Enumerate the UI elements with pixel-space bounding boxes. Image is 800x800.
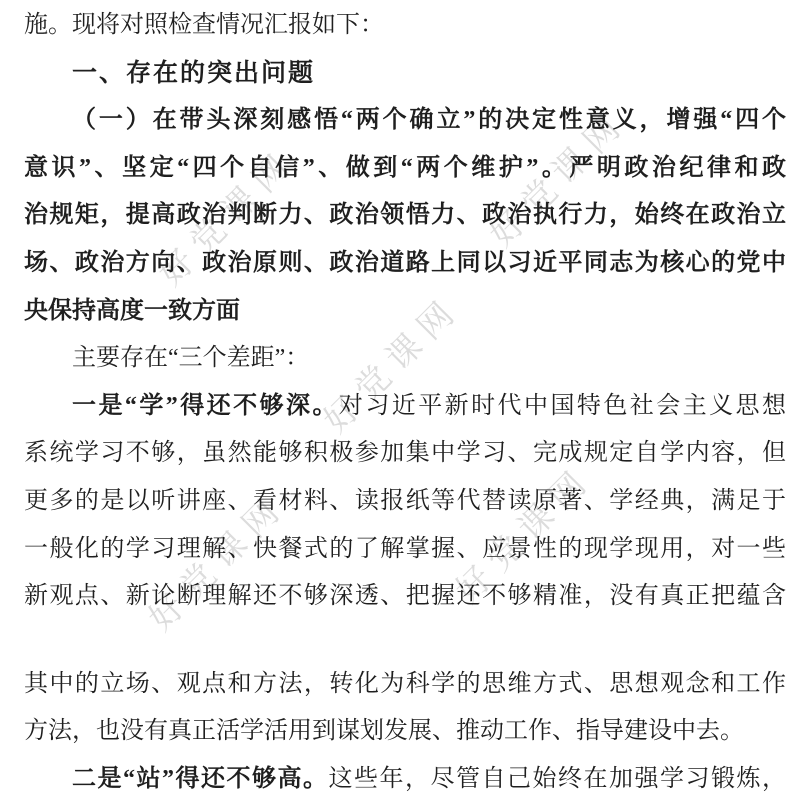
watermark-text: 好党课网 bbox=[448, 458, 601, 611]
text-segment: 主要存在“三个差距”： bbox=[72, 345, 310, 372]
section-heading bbox=[24, 50, 786, 98]
text-segment: 系统学习不够，虽然能够积极参加集中学习、完成规定自学内容，但 bbox=[24, 440, 786, 467]
watermark-text: 好党课网 bbox=[141, 486, 294, 639]
document-text bbox=[0, 2, 800, 800]
text-segment: 治规矩，提高政治判断力、政治领悟力、政治执行力，始终在政治立 bbox=[24, 202, 786, 229]
text-segment: 其中的立场、观点和方法，转化为科学的思维方式、思想观念和工作 bbox=[24, 670, 786, 697]
body-line bbox=[24, 97, 786, 145]
text-segment: 意识”、坚定“四个自信”、做到“两个维护”。严明政治纪律和政 bbox=[24, 154, 786, 181]
body-line bbox=[24, 756, 786, 800]
text-segment: 场、政治方向、政治原则、政治道路上同以习近平同志为核心的党中 bbox=[24, 249, 786, 276]
text-segment: 一般化的学习理解、快餐式的了解掌握、应景性的现学现用，对一些 bbox=[24, 535, 786, 562]
text-segment: 方法，也没有真正活学活用到谋划发展、推动工作、指导建设中去。 bbox=[24, 718, 744, 745]
body-line bbox=[24, 573, 786, 621]
body-line bbox=[24, 192, 786, 240]
body-line bbox=[24, 240, 786, 288]
text-segment: 二是“站”得还不够高。 bbox=[72, 765, 329, 792]
watermark-text: 好党课网 bbox=[482, 102, 635, 255]
body-line bbox=[24, 708, 786, 756]
text-segment: 对习近平新时代中国特色社会主义思想 bbox=[338, 392, 786, 419]
text-segment: 新观点、新论断理解还不够深透、把握还不够精准，没有真正把蕴含 bbox=[24, 583, 786, 610]
body-line bbox=[24, 2, 786, 50]
body-line bbox=[24, 430, 786, 478]
text-segment: 更多的是以听讲座、看材料、读报纸等代替读原著、学经典，满足于 bbox=[24, 487, 786, 514]
body-line bbox=[24, 288, 786, 336]
text-segment: 施。现将对照检查情况汇报如下： bbox=[24, 12, 384, 38]
body-line bbox=[24, 478, 786, 526]
body-line bbox=[24, 661, 786, 709]
text-segment: 央保持高度一致方面 bbox=[24, 297, 240, 324]
text-segment: 一、存在的突出问题 bbox=[72, 58, 316, 87]
body-line bbox=[24, 335, 786, 383]
body-line bbox=[24, 145, 786, 193]
watermark-text: 好党课网 bbox=[316, 288, 469, 441]
body-line bbox=[24, 526, 786, 574]
page-gap bbox=[24, 621, 786, 661]
watermark-text: 好党课网 bbox=[151, 141, 304, 294]
text-segment: （一）在带头深刻感悟“两个确立”的决定性意义，增强“四个 bbox=[72, 107, 786, 134]
text-segment: 这些年，尽管自己始终在加强学习锻炼， bbox=[328, 765, 786, 792]
text-segment: 一是“学”得还不够深。 bbox=[72, 392, 339, 419]
body-line bbox=[24, 383, 786, 431]
